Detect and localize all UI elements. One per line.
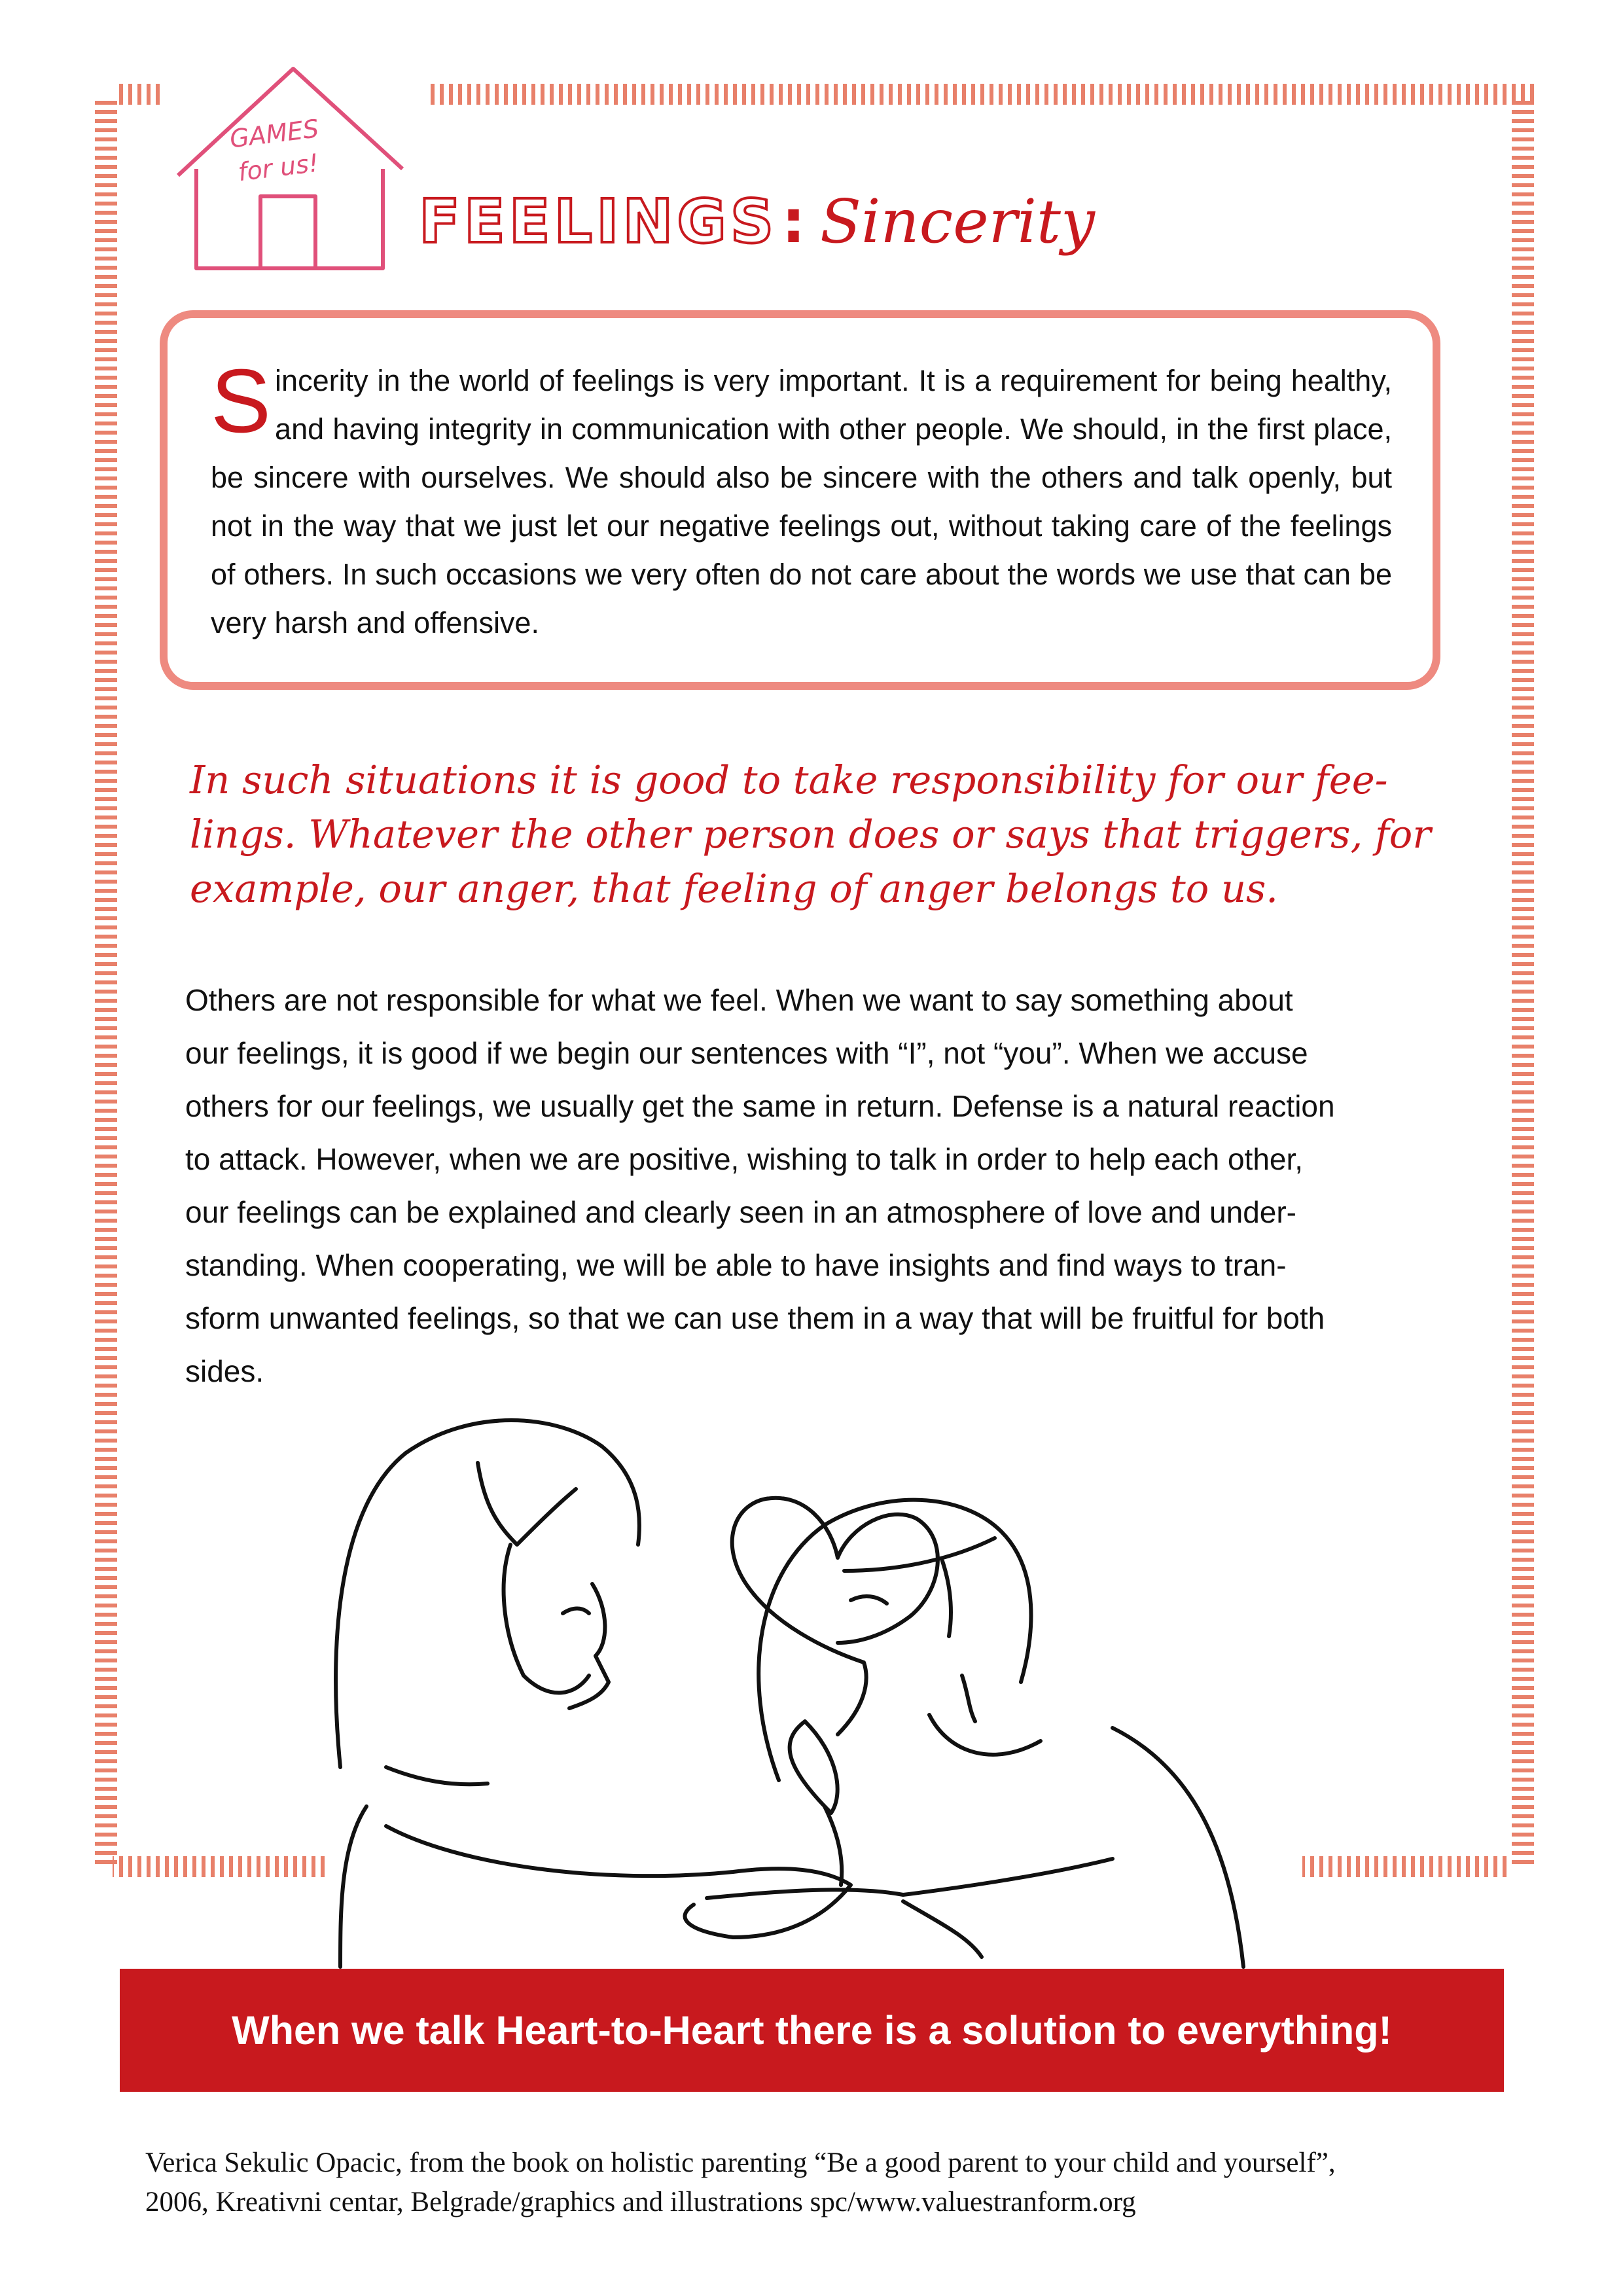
logo-line-games: GAMES [228, 114, 321, 154]
source-credit [145, 2144, 1552, 2222]
intro-text: incerity in the world of feelings is very important. It is a requirement for being healthy, and having integrity in communication with other people. We should, in the first place, be sincere with ourselves. We should also be sincere with the others and talk openly, but not in the way that we just let our negative feelings out, without taking care of the feelings of others. In such occasions we very often do not care about the words we use that can be very harsh and offensive. [211, 364, 1392, 639]
body-line: others for our feelings, we usually get the same in return. Defense is a natural reaction [185, 1089, 1335, 1123]
children-sharing-heart-flower-illustration [336, 1420, 1243, 1967]
body-line: Others are not responsible for what we feel. When we want to say something about [185, 983, 1293, 1017]
slogan-text: When we talk Heart-to-Heart there is a solution to everything! [232, 2008, 1392, 2053]
quote-line: lings. Whatever the other person does or says that triggers, for [190, 812, 1431, 857]
credit-line: Verica Sekulic Opacic, from the book on holistic parenting “Be a good parent to your child and yourself”, [145, 2147, 1336, 2178]
quote-line: In such situations it is good to take responsibility for our fee- [190, 757, 1388, 802]
body-line: our feelings, it is good if we begin our sentences with “I”, not “you”. When we accuse [185, 1036, 1308, 1070]
page-title [419, 187, 1095, 272]
logo-text [226, 111, 329, 220]
logo-line-for-us: for us! [236, 148, 321, 187]
body-line: to attack. However, when we are positive, wishing to talk in order to help each other, [185, 1142, 1304, 1176]
body-line: standing. When cooperating, we will be able to have insights and find ways to tran- [185, 1248, 1287, 1282]
drop-cap: S [211, 351, 272, 452]
credit-line: 2006, Kreativni centar, Belgrade/graphics and illustrations spc/www.valuestranform.org [145, 2187, 1136, 2217]
body-line: sform unwanted feelings, so that we can use them in a way that will be fruitful for both [185, 1301, 1325, 1335]
body-line: our feelings can be explained and clearly seen in an atmosphere of love and under- [185, 1195, 1297, 1229]
quote-line: example, our anger, that feeling of anger belongs to us. [190, 866, 1279, 911]
highlight-quote [190, 753, 1466, 916]
title-subtitle: Sincerity [819, 187, 1095, 257]
title-colon: : [781, 187, 806, 257]
title-word: FEELINGS [419, 187, 778, 257]
body-line: sides. [185, 1354, 264, 1388]
body-paragraph [185, 974, 1442, 1398]
slogan-banner [120, 1969, 1504, 2092]
intro-paragraph [211, 351, 1392, 647]
